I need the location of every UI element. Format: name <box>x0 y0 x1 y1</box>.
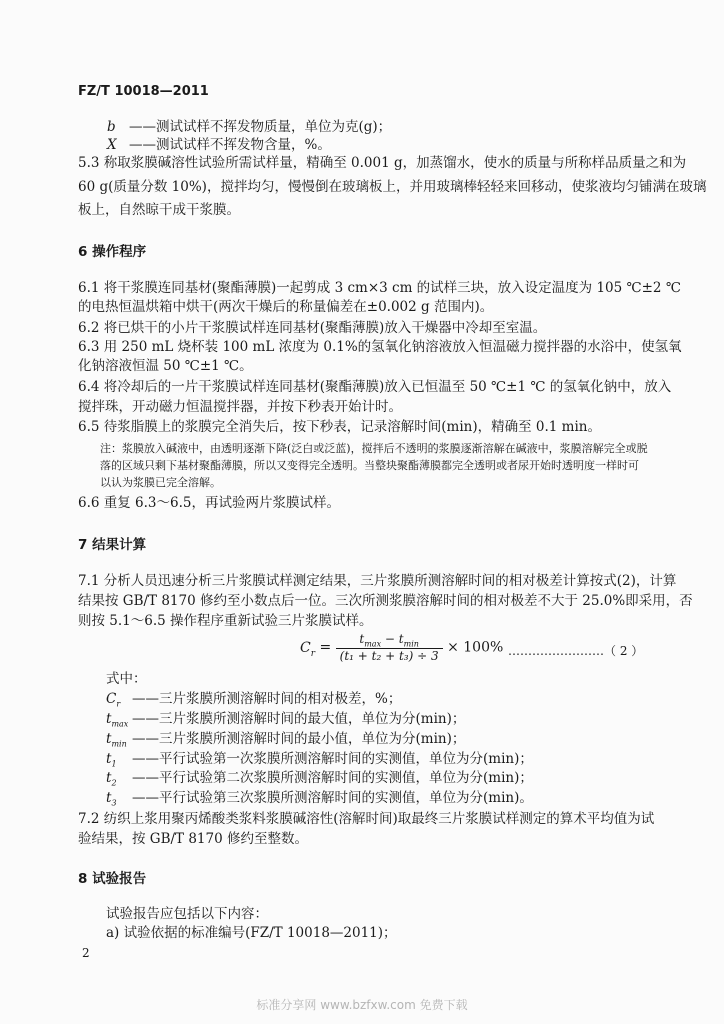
report-intro: 试验报告应包括以下内容： <box>106 906 268 922</box>
def-symbol: b <box>107 119 116 135</box>
def-text: ——平行试验第二次浆膜所测溶解时间的实测值，单位为分(min)； <box>132 770 533 786</box>
formula-tail: × 100% <box>447 639 504 656</box>
section-8-title: 8 试验报告 <box>78 871 147 887</box>
where-label: 式中： <box>106 671 147 687</box>
section-7-title: 7 结果计算 <box>78 537 147 553</box>
def-text: ——三片浆膜所测溶解时间的最小值，单位为分(min)； <box>132 731 466 747</box>
clause-7-1-line1: 7.1 分析人员迅速分析三片浆膜试样测定结果，三片浆膜所测溶解时间的相对极差计算按式(2)，计算 <box>78 573 677 589</box>
report-item-a: a) 试验依据的标准编号(FZ/T 10018—2011)； <box>106 925 397 941</box>
def-text: ——测试试样不挥发物质量，单位为克(g)； <box>129 119 392 135</box>
formula-lhs: $C_r$ <box>300 639 316 659</box>
def-text: ——平行试验第三次浆膜所测溶解时间的实测值，单位为分(min)。 <box>132 790 533 806</box>
equals-sign: = <box>319 639 332 656</box>
clause-7-1-line2: 结果按 GB/T 8170 修约至小数点后一位。三次所测浆膜溶解时间的相对极差不大于 25.0%即采用，否 <box>78 593 693 609</box>
clause-6-1-line2: 的电热恒温烘箱中烘干(两次干燥后的称量偏差在±0.002 g 范围内)。 <box>78 299 494 315</box>
clause-6-5: 6.5 待浆脂膜上的浆膜完全消失后，按下秒表，记录溶解时间(min)，精确至 0.1 min。 <box>78 419 601 435</box>
clause-5-3-line2: 60 g(质量分数 10%)，搅拌均匀，慢慢倒在玻璃板上，并用玻璃棒轻轻来回移动，使浆液均匀铺满在玻璃 <box>78 179 707 195</box>
clause-6-1-line1: 6.1 将干浆膜连同基材(聚酯薄膜)一起剪成 3 cm×3 cm 的试样三块，放入设定温度为 105 ℃±2 ℃ <box>78 280 681 296</box>
site-watermark: 标准分享网 www.bzfxw.com 免费下载 <box>256 998 468 1012</box>
def-text: ——三片浆膜所测溶解时间的相对极差，%； <box>132 691 402 707</box>
formula-numerator: $t_{max} - t_{min}$ <box>336 632 443 649</box>
clause-6-6: 6.6 重复 6.3～6.5，再试验两片浆膜试样。 <box>78 495 340 511</box>
def-symbol: $C_r$ <box>106 691 121 709</box>
clause-7-2-line1: 7.2 纺织上浆用聚丙烯酸类浆料浆膜碱溶性(溶解时间)取最终三片浆膜试样测定的算术平均值为试 <box>78 811 655 827</box>
clause-6-4-line2: 搅拌珠，开动磁力恒温搅拌器，并按下秒表开始计时。 <box>78 399 402 415</box>
def-text: ——平行试验第一次浆膜所测溶解时间的实测值，单位为分(min)； <box>132 751 533 767</box>
clause-6-3-line2: 化钠溶液恒温 50 ℃±1 ℃。 <box>78 358 253 374</box>
clause-6-4-line1: 6.4 将冷却后的一片干浆膜试样连同基材(聚酯薄膜)放入已恒温至 50 ℃±1 ℃ 的氢氧化钠中，放入 <box>78 379 672 395</box>
formula-denominator: (t₁ + t₂ + t₃) ÷ 3 <box>339 649 439 664</box>
clause-6-2: 6.2 将已烘干的小片干浆膜试样连同基材(聚酯薄膜)放入干燥器中冷却至室温。 <box>78 320 547 336</box>
clause-7-2-line2: 验结果，按 GB/T 8170 修约至整数。 <box>78 831 308 847</box>
formula-2 <box>300 632 503 663</box>
def-symbol: $t_2$ <box>106 770 117 788</box>
def-symbol: $t_1$ <box>106 751 117 769</box>
def-text: ——测试试样不挥发物含量，%。 <box>129 137 331 153</box>
note-6-5: 注：浆膜放入碱液中，由透明逐渐下降(泛白或泛蓝)，搅拌后不透明的浆膜逐渐溶解在碱液中，浆膜溶解完全或脱落的区域只剩下基材聚酯薄膜，所以又变得完全透明。当整块聚酯薄膜都完全透明或者尿开始时透明度一样时可以认为浆膜已完全溶解。 <box>100 442 648 489</box>
page-number: 2 <box>82 946 90 960</box>
def-symbol: $t_{min}$ <box>106 731 127 749</box>
standard-code-header: FZ/T 10018—2011 <box>78 84 209 99</box>
def-symbol: $t_3$ <box>106 790 117 808</box>
equation-number: ……………………（ 2 ） <box>508 644 644 658</box>
def-text: ——三片浆膜所测溶解时间的最大值，单位为分(min)； <box>132 711 466 727</box>
clause-5-3-line3: 板上，自然晾干成干浆膜。 <box>78 202 240 218</box>
clause-5-3-line1: 5.3 称取浆膜碱溶性试验所需试样量，精确至 0.001 g，加蒸馏水，使水的质量与所称样品质量之和为 <box>78 155 687 171</box>
def-symbol: X <box>107 137 117 153</box>
section-6-title: 6 操作程序 <box>78 244 147 260</box>
formula-fraction <box>336 632 443 663</box>
clause-7-1-line3: 则按 5.1～6.5 操作程序重新试验三片浆膜试样。 <box>78 613 373 629</box>
clause-6-3-line1: 6.3 用 250 mL 烧杯装 100 mL 浓度为 0.1%的氢氧化钠溶液放入恒温磁力搅拌器的水浴中，使氢氧 <box>78 339 682 355</box>
def-symbol: $t_{max}$ <box>106 711 129 729</box>
